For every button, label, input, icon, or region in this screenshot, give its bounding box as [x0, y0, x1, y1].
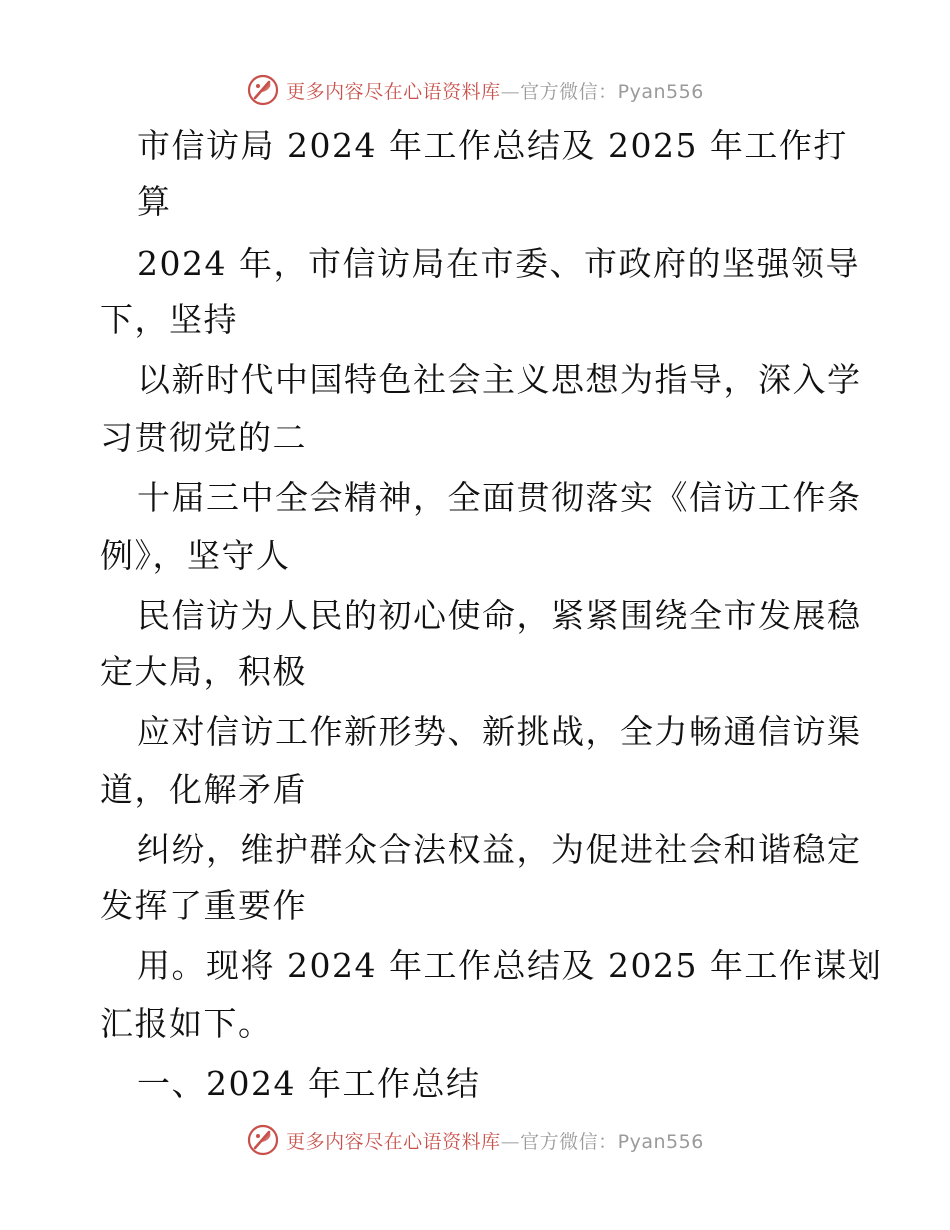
document-title-line: 市信访局 2024 年工作总结及 2025 年工作打 — [137, 126, 848, 165]
paragraph-line: 发挥了重要作 — [100, 886, 307, 925]
paragraph-line: 纠纷，维护群众合法权益，为促进社会和谐稳定 — [137, 830, 862, 869]
header-watermark — [0, 70, 950, 110]
watermark-contact: 官方微信：Pyan556 — [520, 80, 704, 103]
watermark-brand: 更多内容尽在心语资料库 — [286, 80, 501, 103]
paragraph-line: 以新时代中国特色社会主义思想为指导，深入学 — [137, 360, 862, 399]
paragraph-line: 十届三中全会精神，全面贯彻落实《信访工作条 — [137, 478, 862, 517]
footer-watermark — [0, 1120, 950, 1160]
section-heading: 一、2024 年工作总结 — [137, 1064, 481, 1103]
quill-logo-icon — [246, 1123, 280, 1157]
watermark-separator: — — [500, 80, 521, 103]
paragraph-line: 2024 年，市信访局在市委、市政府的坚强领导 — [137, 244, 860, 283]
document-title-line: 算 — [137, 182, 172, 221]
paragraph-line: 下，坚持 — [100, 300, 238, 339]
paragraph-line: 用。现将 2024 年工作总结及 2025 年工作谋划 — [137, 946, 883, 985]
watermark-contact: 官方微信：Pyan556 — [520, 1130, 704, 1153]
paragraph-line: 定大局，积极 — [100, 652, 307, 691]
watermark-brand: 更多内容尽在心语资料库 — [286, 1130, 501, 1153]
paragraph-line: 汇报如下。 — [100, 1004, 273, 1043]
paragraph-line: 道，化解矛盾 — [100, 770, 307, 809]
paragraph-line: 民信访为人民的初心使命，紧紧围绕全市发展稳 — [137, 596, 862, 635]
paragraph-line: 应对信访工作新形势、新挑战，全力畅通信访渠 — [137, 712, 862, 751]
paragraph-line: 习贯彻党的二 — [100, 418, 307, 457]
watermark-text — [286, 1127, 704, 1154]
watermark-separator: — — [500, 1130, 521, 1153]
quill-logo-icon — [246, 73, 280, 107]
paragraph-line: 例》，坚守人 — [100, 536, 291, 575]
watermark-text — [286, 77, 704, 104]
